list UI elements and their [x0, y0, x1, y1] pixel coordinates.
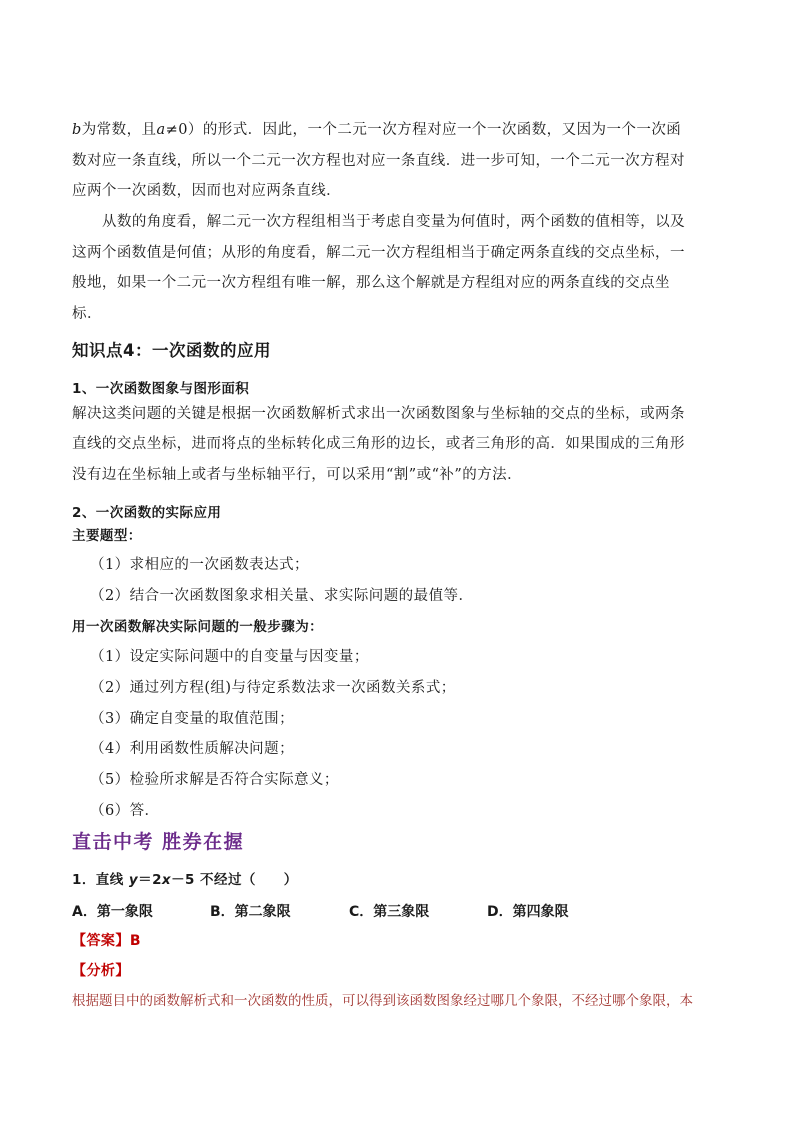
type-item-2: （2）结合一次函数图象求相关量、求实际问题的最值等． — [90, 588, 474, 604]
knowledge4-sub1-line2: 直线的交点坐标，进而将点的坐标转化成三角形的边长，或者三角形的高．如果围成的三角形 — [72, 436, 685, 452]
knowledge4-sub2-title: 2、一次函数的实际应用 — [72, 505, 222, 521]
option-a: A．第一象限 — [72, 904, 153, 920]
answer-line — [72, 931, 141, 951]
step-item-2: （2）通过列方程(组)与待定系数法求一次函数关系式； — [90, 680, 456, 696]
type-item-1: （1）求相应的一次函数表达式； — [90, 557, 309, 573]
answer-label: 【答案】 — [72, 933, 130, 949]
knowledge4-title: 知识点4：一次函数的应用 — [72, 341, 271, 360]
question1-stem: 1．直线 y＝2x－5 不经过（ ） — [72, 872, 298, 888]
option-d: D．第四象限 — [487, 904, 569, 920]
section-title: 直击中考 胜券在握 — [72, 831, 245, 853]
var-b: b — [72, 122, 82, 138]
answer-value: B — [129, 933, 141, 949]
step-item-4: （4）利用函数性质解决问题； — [90, 741, 295, 757]
var-a: a — [156, 122, 166, 138]
option-c: C．第三象限 — [349, 904, 430, 920]
para1-line2: 数对应一条直线，所以一个二元一次方程也对应一条直线．进一步可知，一个二元一次方程对 — [72, 153, 685, 169]
knowledge4-sub1-line1: 解决这类问题的关键是根据一次函数解析式求出一次函数图象与坐标轴的交点的坐标，或两条 — [72, 406, 685, 422]
para2-line2: 这两个函数值是何值；从形的角度看，解二元一次方程组相当于确定两条直线的交点坐标，一 — [72, 245, 685, 261]
para2-line4: 标． — [72, 306, 102, 322]
step-item-1: （1）设定实际问题中的自变量与因变量； — [90, 649, 369, 665]
main-types-label: 主要题型： — [72, 528, 142, 544]
option-b: B．第二象限 — [210, 904, 291, 920]
step-item-6: （6）答． — [90, 803, 160, 819]
analysis-line1: 根据题目中的函数解析式和一次函数的性质，可以得到该函数图象经过哪几个象限，不经过哪个象限，本 — [72, 993, 693, 1009]
para1-line3: 应两个一次函数，因而也对应两条直线． — [72, 183, 342, 199]
para2-line1: 从数的角度看，解二元一次方程组相当于考虑自变量为何值时，两个函数的值相等，以及 — [102, 214, 686, 230]
para1-line1: b为常数，且a≠0）的形式．因此，一个二元一次方程对应一个一次函数，又因为一个一次函 — [72, 122, 682, 138]
para2-line3: 般地，如果一个二元一次方程组有唯一解，那么这个解就是方程组对应的两条直线的交点坐 — [72, 275, 670, 291]
steps-title: 用一次函数解决实际问题的一般步骤为： — [72, 619, 324, 635]
knowledge4-sub1-title: 1、一次函数图象与图形面积 — [72, 381, 250, 397]
analysis-label: 【分析】 — [72, 963, 130, 979]
step-item-3: （3）确定自变量的取值范围； — [90, 711, 295, 727]
knowledge4-sub1-line3: 没有边在坐标轴上或者与坐标轴平行，可以采用“割”或“补”的方法． — [72, 467, 523, 483]
step-item-5: （5）检验所求解是否符合实际意义； — [90, 772, 339, 788]
